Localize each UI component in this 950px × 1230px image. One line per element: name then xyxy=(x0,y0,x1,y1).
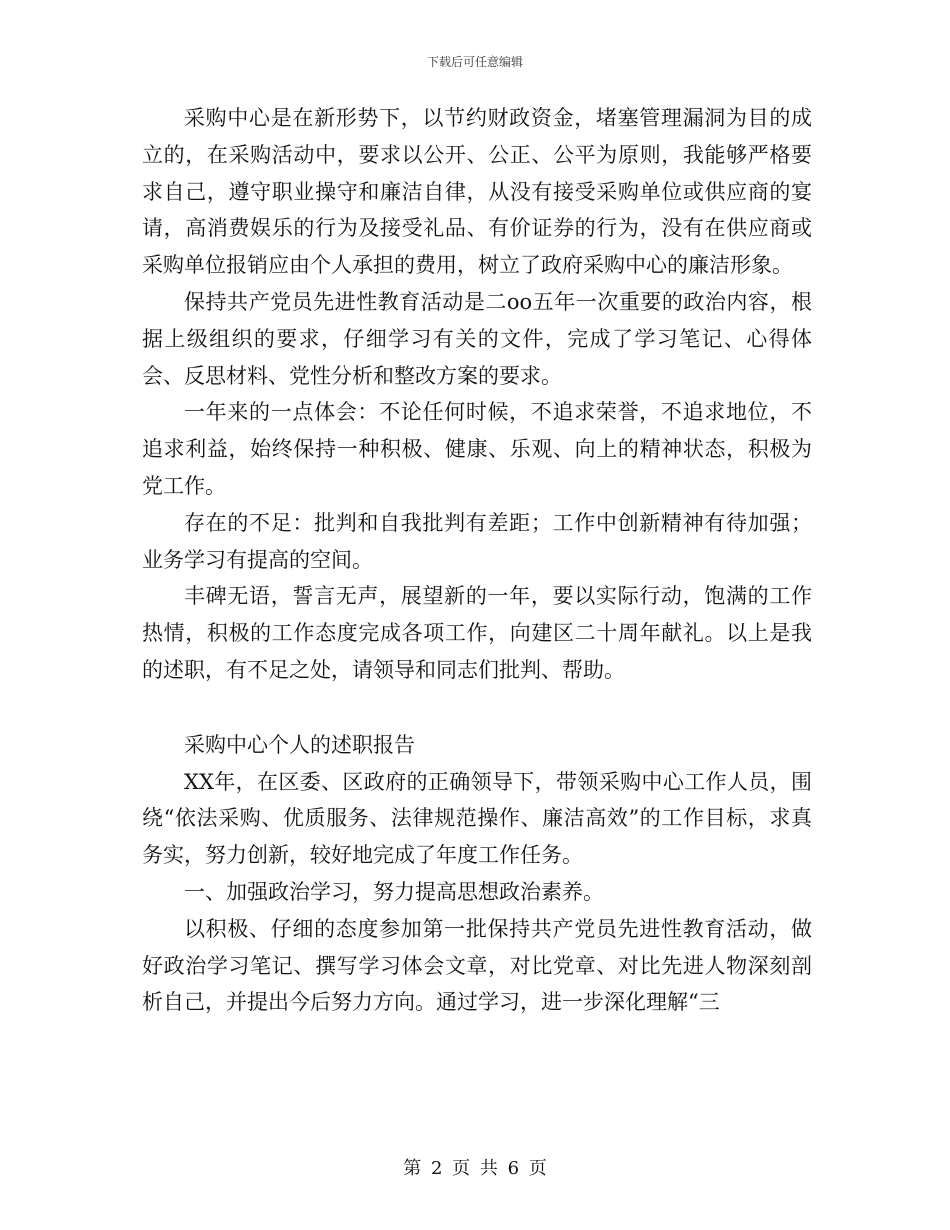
section-gap xyxy=(142,689,812,727)
paragraph-heading-political-study: 一、加强政治学习，努力提高思想政治素养。 xyxy=(184,879,604,904)
document-body xyxy=(142,100,812,1021)
page-number: 第 2 页 共 6 页 xyxy=(403,1158,547,1179)
paragraph-year-experience: 一年来的一点体会：不论任何时候，不追求荣誉，不追求地位，不追求利益，始终保持一种积极、健康、乐观、向上的精神状态，积极为党工作。 xyxy=(142,400,812,498)
page-header: 下载后可任意编辑 xyxy=(426,55,523,69)
paragraph-procurement-integrity: 采购中心是在新形势下，以节约财政资金，堵塞管理漏洞为目的成立的，在采购活动中，要求以公开、公正、公平为原则，我能够严格要求自己，遵守职业操守和廉洁自律，从没有接受采购单位或供应商的宴请，高消费娱乐的行为及接受礼品、有价证券的行为，没有在供应商或采购单位报销应由个人承担的费用，树立了政府采购中心的廉洁形象。 xyxy=(142,106,812,278)
paragraph-shortcomings: 存在的不足：批判和自我批判有差距；工作中创新精神有待加强；业务学习有提高的空间。 xyxy=(142,510,812,572)
section-title: 采购中心个人的述职报告 xyxy=(184,732,415,757)
paragraph-outlook: 丰碑无语，誓言无声，展望新的一年，要以实际行动，饱满的工作热情，积极的工作态度完成各项工作，向建区二十周年献礼。以上是我的述职，有不足之处，请领导和同志们批判、帮助。 xyxy=(142,584,812,682)
paragraph-party-education: 保持共产党员先进性教育活动是二oo五年一次重要的政治内容，根据上级组织的要求，仔细学习有关的文件，完成了学习笔记、心得体会、反思材料、党性分析和整改方案的要求。 xyxy=(142,289,812,388)
paragraph-political-study: 以积极、仔细的态度参加第一批保持共产党员先进性教育活动，做好政治学习笔记、撰写学习体会文章，对比党章、对比先进人物深刻剖析自己，并提出今后努力方向。通过学习，进一步深化理解“三 xyxy=(142,916,812,1015)
paragraph-annual-summary: XX年，在区委、区政府的正确领导下，带领采购中心工作人员，围绕“依法采购、优质服务、法律规范操作、廉洁高效”的工作目标，求真务实，努力创新，较好地完成了年度工作任务。 xyxy=(142,769,812,868)
